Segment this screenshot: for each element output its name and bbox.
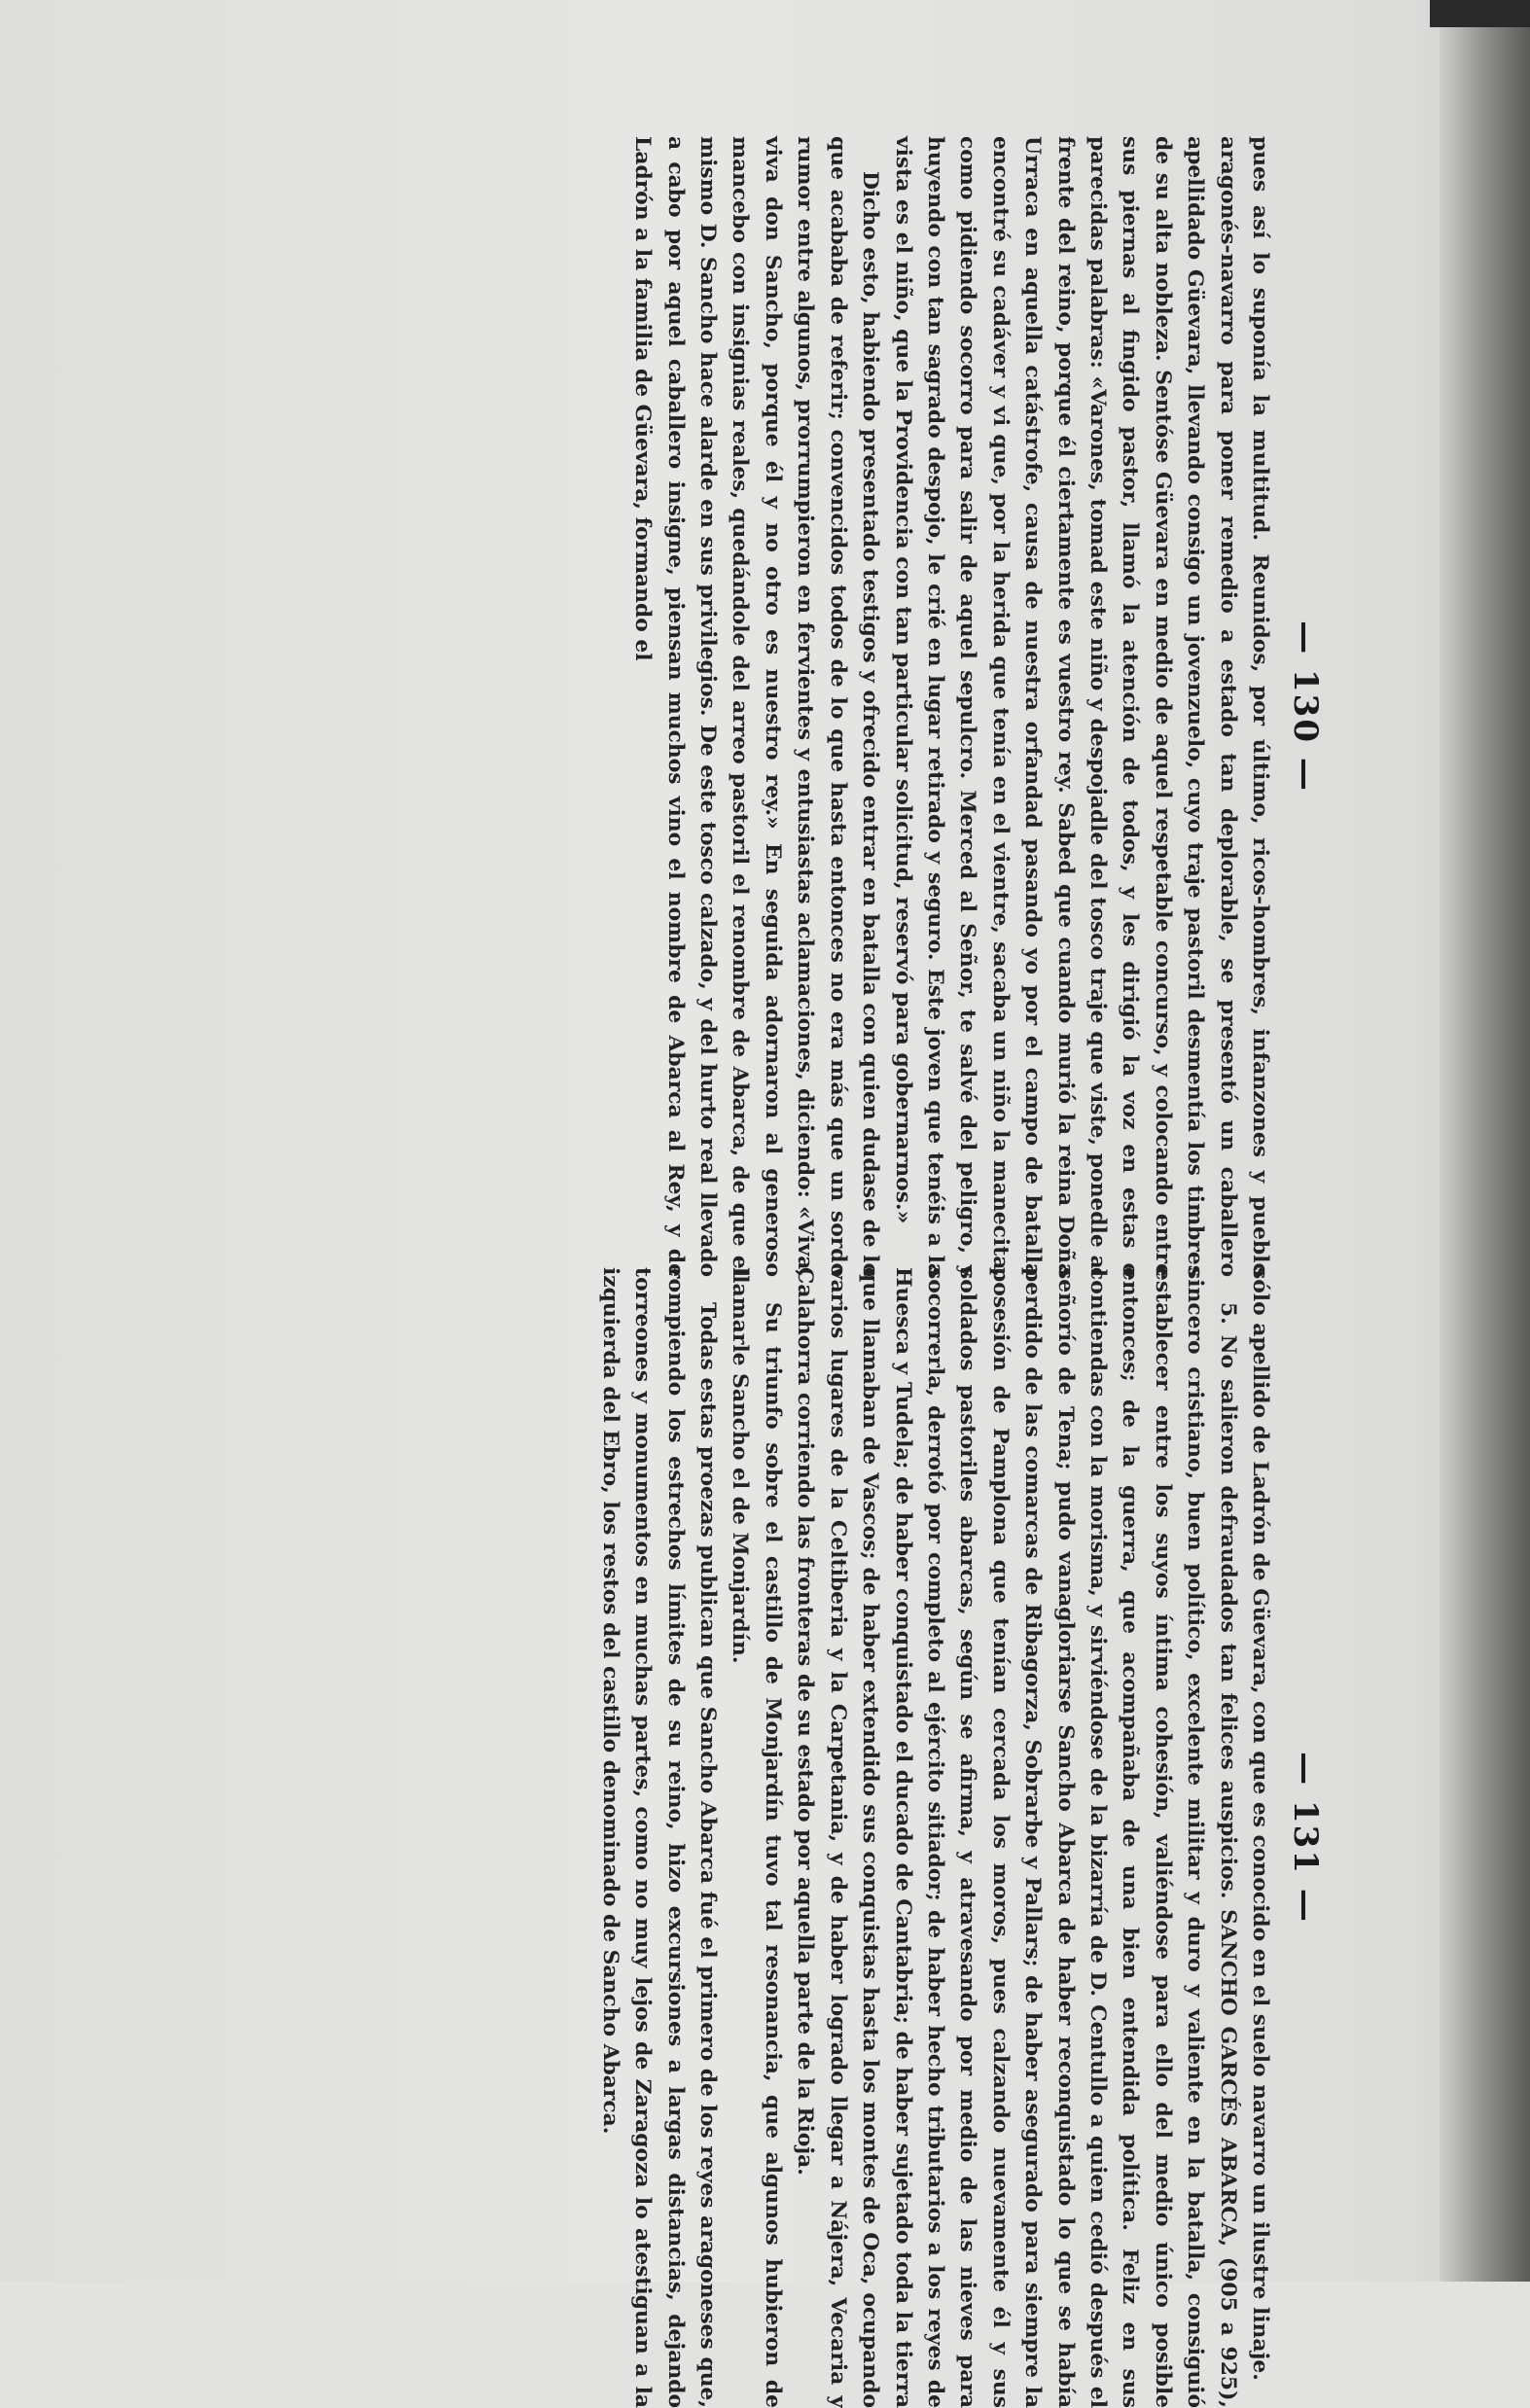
paragraph: 5. No salieron defraudados tan felices auspicios. SANCHO GARCÉS ABARCA, (905 a 925), sincero cristiano, buen político, excelente militar y duro y valiente en la batalla, consiguió establecer entre los suyos íntima cohesión, valiéndose para ello del medio único posible entonces; de la guerra, que acompañaba de una bien entendida política. Feliz en sus contiendas con la morisma, y sirviéndose de la bizarría de D. Centullo a quien cedió después el señorío de Tena; pudo vanagloriarse Sancho Abarca de haber reconquistado lo que se había perdido de las comarcas de Ribagorza, Sobrarbe y Pallars; de haber asegurado para siempre la posesión de Pamplona que tenían cercada los moros, pues calzando nuevamente él y sus soldados pastoriles abarcas, según se afirma, y atravesando por medio de las nieves para socorrerla, derrotó por completo al ejército sitiador; de haber hecho tributarios a los reyes de Huesca y Tudela; de haber conquistado el ducado de Cantabria; de haber sujetado toda la tierra que llamaban de Vascos; de haber extendido sus conquistas hasta los montes de Oca, ocupando varios lugares de la Celtiberia y la Carpetania, y de haber logrado llegar a Nájera, Vecaria y Calahorra corriendo las fronteras de su estado por aquella parte de la Rioja. [793, 1267, 1240, 2408]
paragraph: sólo apellido de Ladrón de Güevara, con que es conocido en el suelo navarro un ilustre linaje. [1248, 1267, 1272, 2381]
binding-fold [1440, 0, 1530, 2282]
book-page-131 [597, 1267, 1334, 2408]
page-body [626, 136, 1276, 1277]
paragraph: Dicho esto, habiendo presentado testigos y ofrecido entrar en batalla con quien dudase de lo que acababa de referir; convencidos todos de lo que hasta entonces no era más que un sordo rumor entre algunos, prorrumpieron en fervientes y entusiastas aclamaciones, diciendo: «Viva, viva don Sancho, porque él y no otro es nuestro rey.» En seguida adornaron al generoso mancebo con insignias reales, quedándole del arreo pastoril el renombre de Abarca, de que el mismo D. Sancho hace alarde en sus privilegios. De este tosco calzado, y del hurto real llevado a cabo por aquel caballero insigne, piensan muchos vino el nombre de Abarca al Rey, y de Ladrón a la familia de Güevara, formando el [630, 136, 883, 1277]
page-number: — 131 — [1286, 1752, 1325, 1924]
paragraph: pues así lo suponía la multitud. Reunidos, por último, ricos-hombres, infanzones y pueblo aragonés-navarro para poner remedio a estado tan deplorable, se presentó un caballero apellidado Güevara, llevando consigo un jovenzuelo, cuyo traje pastoril desmentía los timbres de su alta nobleza. Sentóse Güevara en medio de aquel respetable concurso, y colocando entre sus piernas al fingido pastor, llamó la atención de todos, y les dirigió la voz en estas o parecidas palabras: «Varones, tomad este niño y despojadle del tosco traje que viste, ponedle al frente del reino, porque él ciertamente es vuestro rey. Sabed que cuando murió la reina Doña Urraca en aquella catástrofe, causa de nuestra orfandad pasando yo por el campo de batalla encontré su cadáver y vi que, por la herida que tenía en el vientre, sacaba un niño la manecita, como pidiendo socorro para salir de aquel sepulcro. Merced al Señor, te salvé del peligro, y huyendo con tan sagrado despojo, le crié en lugar retirado y seguro. Este joven que tenéis a la vista es el niño, que la Providencia con tan particular solicitud, reservó para gobernarnos.» [890, 136, 1272, 1277]
paragraph: Su triunfo sobre el castillo de Monjardín tuvo tal resonancia, que algunos hubieron de llamarle Sancho el de Monjardín. [728, 1267, 785, 2408]
paragraph: Todas estas proezas publican que Sancho Abarca fué el primero de los reyes aragoneses que, rompiendo los estrechos límites de su reino, hizo excursiones a largas distancias, dejando torreones y monumentos en muchas partes, como no muy lejos de Zaragoza lo atestiguan a la izquierda del Ebro, los restos del castillo denominado de Sancho Abarca. [597, 1267, 721, 2408]
page-number: — 130 — [1286, 620, 1325, 793]
page-body [593, 1267, 1276, 2408]
book-page-130 [620, 136, 1334, 1277]
scan-corner-shadow [1430, 0, 1530, 27]
